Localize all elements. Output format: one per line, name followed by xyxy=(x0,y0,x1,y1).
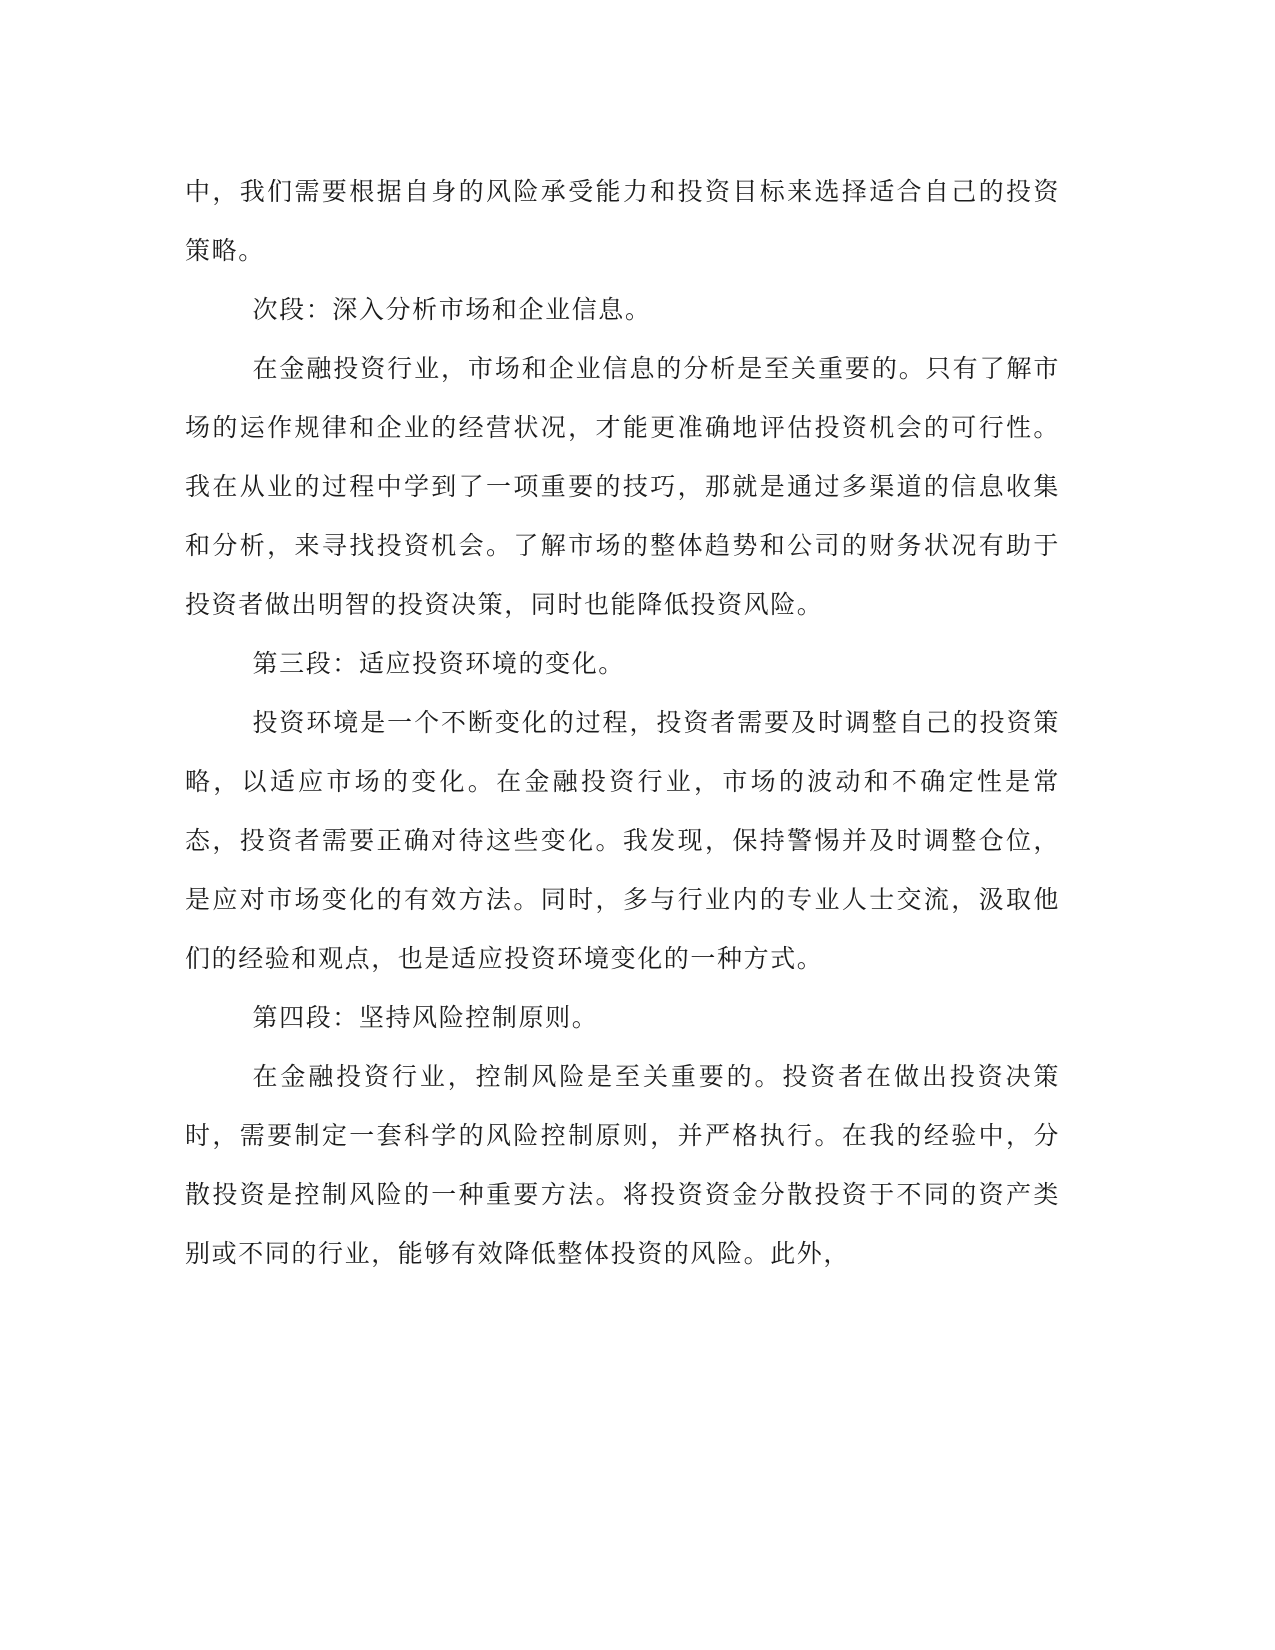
section-heading-third: 第三段：适应投资环境的变化。 xyxy=(252,649,625,678)
paragraph-continuation: 中，我们需要根据自身的风险承受能力和投资目标来选择适合自己的投资策略。 xyxy=(185,177,1060,265)
paragraph-market-analysis: 在金融投资行业，市场和企业信息的分析是至关重要的。只有了解市场的运作规律和企业的经营状况，才能更准确地评估投资机会的可行性。我在从业的过程中学到了一项重要的技巧，那就是通过多渠道的信息收集和分析，来寻找投资机会。了解市场的整体趋势和公司的财务状况有助于投资者做出明智的投资决策，同时也能降低投资风险。 xyxy=(185,354,1060,619)
section-heading-fourth: 第四段：坚持风险控制原则。 xyxy=(252,1003,599,1032)
document-body xyxy=(185,162,1060,1283)
section-heading-second: 次段：深入分析市场和企业信息。 xyxy=(252,295,652,324)
paragraph-adapt-environment: 投资环境是一个不断变化的过程，投资者需要及时调整自己的投资策略，以适应市场的变化。在金融投资行业，市场的波动和不确定性是常态，投资者需要正确对待这些变化。我发现，保持警惕并及时调整仓位，是应对市场变化的有效方法。同时，多与行业内的专业人士交流，汲取他们的经验和观点，也是适应投资环境变化的一种方式。 xyxy=(185,708,1060,973)
paragraph-risk-control: 在金融投资行业，控制风险是至关重要的。投资者在做出投资决策时，需要制定一套科学的风险控制原则，并严格执行。在我的经验中，分散投资是控制风险的一种重要方法。将投资资金分散投资于不同的资产类别或不同的行业，能够有效降低整体投资的风险。此外， xyxy=(185,1062,1060,1268)
